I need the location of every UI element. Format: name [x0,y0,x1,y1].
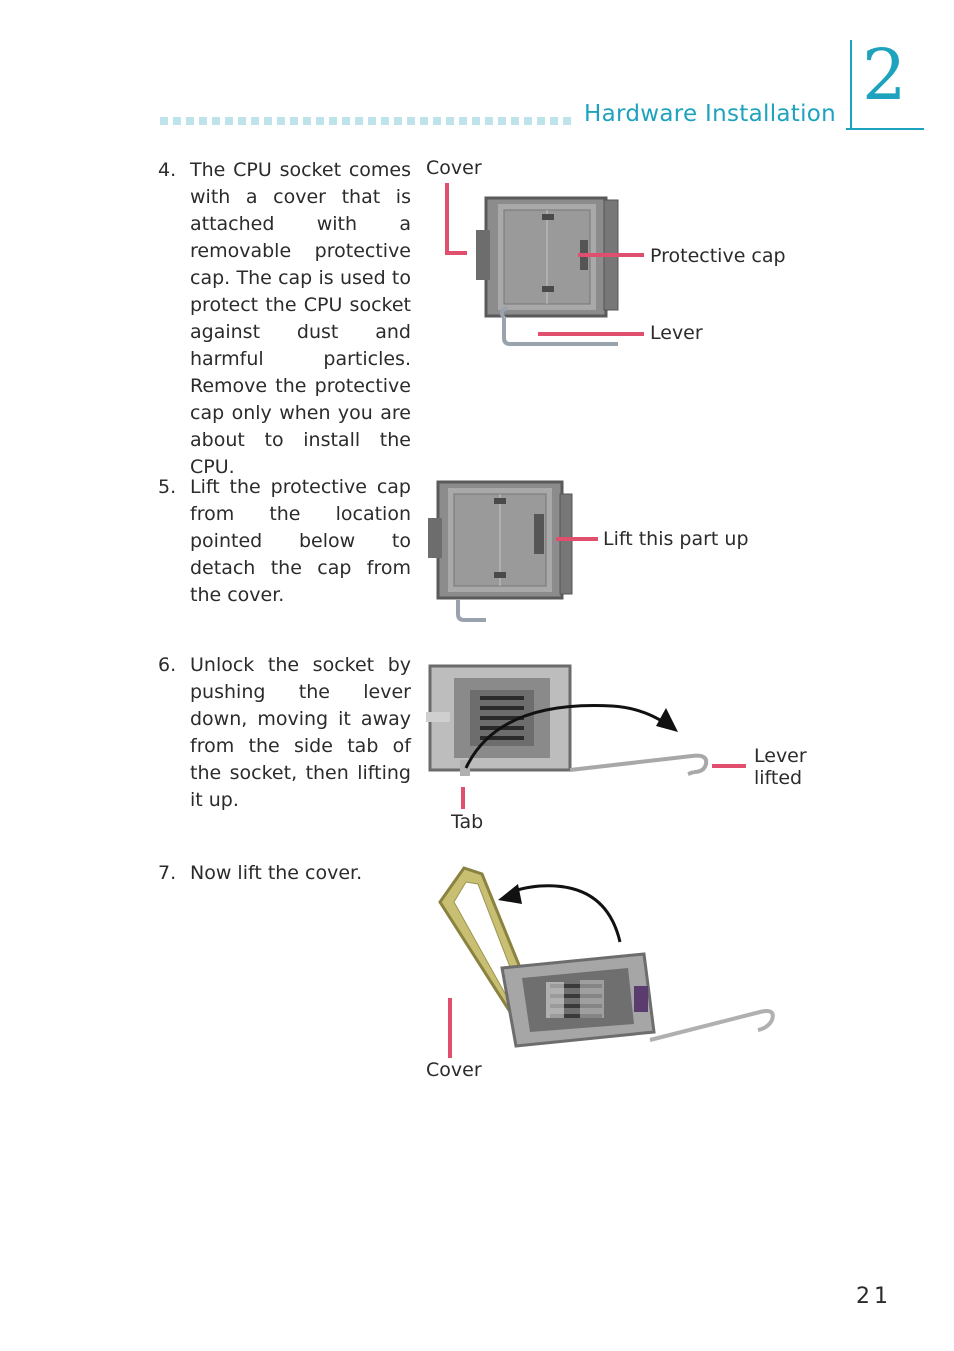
header-dot [381,117,389,125]
header-dot [394,117,402,125]
header-dot [199,117,207,125]
label-tab: Tab [451,811,484,833]
header-dot [498,117,506,125]
header-dot [264,117,272,125]
header-dot [290,117,298,125]
chapter-number: 2 [862,34,907,116]
header-dot [355,117,363,125]
protective-cap-pointer [578,253,644,257]
chapter-tab-base [846,128,924,130]
cover-lifted-pointer [448,998,452,1058]
step-5 [158,474,412,606]
header-dot [420,117,428,125]
header-dot [329,117,337,125]
label-protective-cap: Protective cap [650,245,786,267]
lever-pointer [538,332,644,336]
header-dot [485,117,493,125]
step-4 [158,157,412,478]
step-number: 7. [158,862,177,884]
header-dot [433,117,441,125]
label-lever: Lever [650,322,703,344]
socket-lever-lifted-image [426,656,708,781]
step-text: Lift the protective cap from the location pointed below to detach the cap from the cover. [190,476,411,606]
socket-with-cap-image [468,190,623,350]
header-dot [550,117,558,125]
header-dot [524,117,532,125]
socket-cover-lifted-image [430,862,776,1058]
cover-pointer-horizontal [445,251,467,255]
step-number: 4. [158,159,177,181]
header-dot [446,117,454,125]
header-dot [342,117,350,125]
step-7 [158,860,412,890]
header-dot [277,117,285,125]
lever-lifted-pointer [712,764,746,768]
header-dot [472,117,480,125]
page-number: 21 [856,1284,892,1309]
header-dot [303,117,311,125]
header-dot [186,117,194,125]
header-dot [238,117,246,125]
label-cover-lifted: Cover [426,1059,482,1081]
chapter-tab-bar [850,40,852,130]
header-dot [160,117,168,125]
label-cover: Cover [426,157,482,179]
step-6 [158,652,412,811]
header-dot [173,117,181,125]
header-dot [511,117,519,125]
section-title: Hardware Installation [584,101,837,127]
lift-part-pointer [556,537,598,541]
header-dot [407,117,415,125]
header-dot [251,117,259,125]
header-dot [212,117,220,125]
tab-pointer [461,787,465,809]
header-dot [563,117,571,125]
header-dot-rule [160,117,575,127]
step-text: Unlock the socket by pushing the lever down, moving it away from the side tab of the socket, then lifting it up. [190,654,411,811]
step-text: The CPU socket comes with a cover that is attached with a removable protective cap. The cap is used to protect the CPU socket against dust and harmful particles. Remove the protective cap only when you are about to install the CPU. [190,159,411,478]
cover-pointer-vertical [445,183,449,255]
step-text: Now lift the cover. [190,862,363,884]
step-number: 6. [158,654,177,676]
step-number: 5. [158,476,177,498]
header-dot [537,117,545,125]
header-dot [368,117,376,125]
header-dot [225,117,233,125]
socket-lift-cap-image [424,478,574,623]
header-dot [316,117,324,125]
label-lever-lifted: Lever lifted [754,745,807,789]
header-dot [459,117,467,125]
label-lift-part: Lift this part up [603,528,749,550]
